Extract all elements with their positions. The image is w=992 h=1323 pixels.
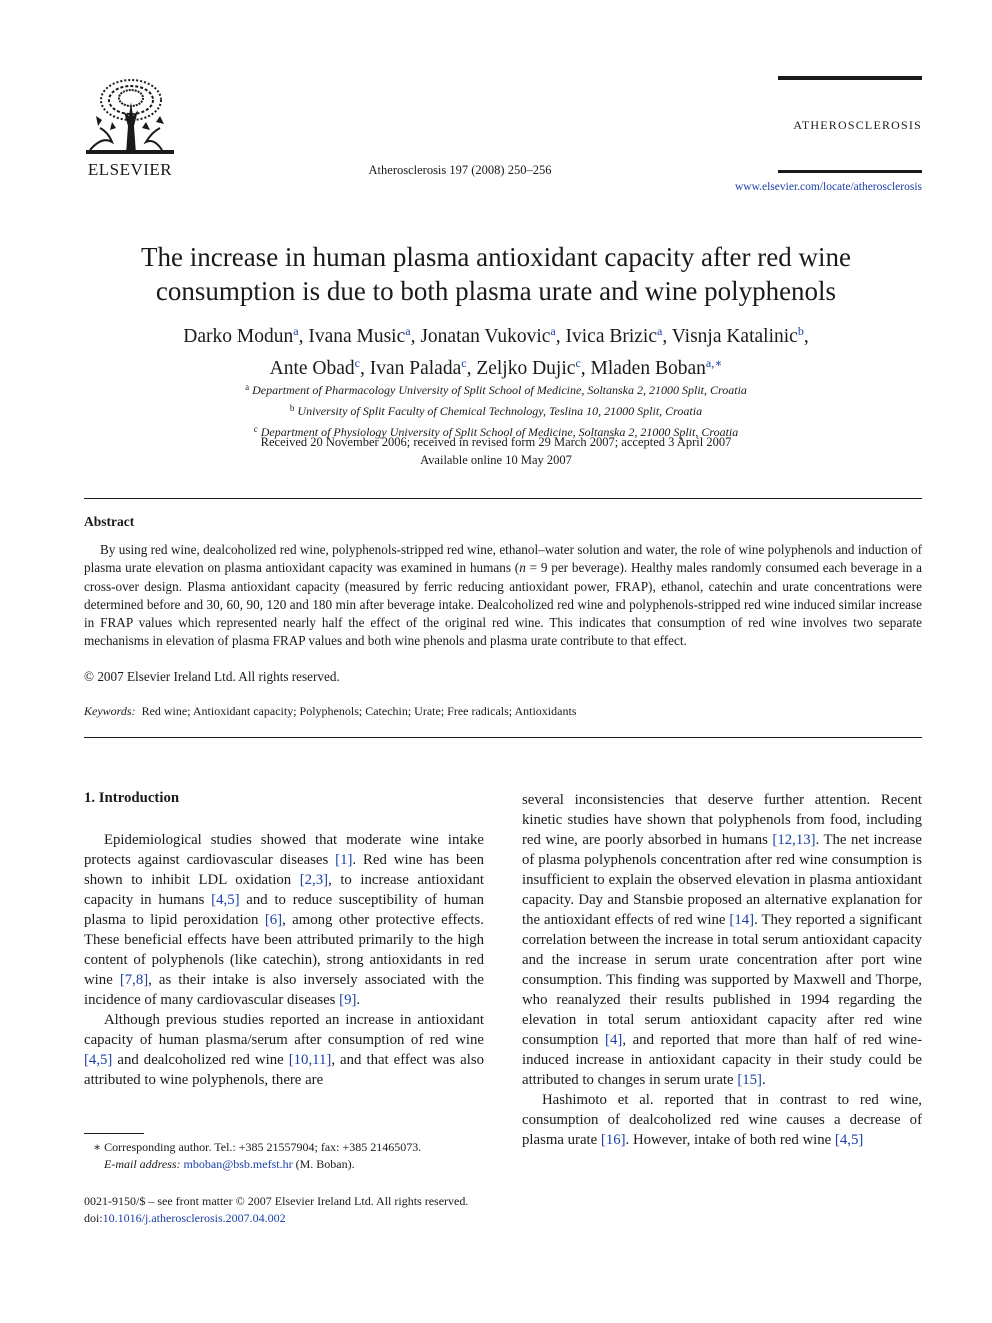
footnote-line-2 bbox=[84, 1156, 504, 1173]
body-text: , to increase antioxidant capacity in humans bbox=[84, 872, 484, 908]
affiliation-text: Department of Physiology University of Split School of Medicine, Soltanska 2, 21000 Split, Croatia bbox=[260, 425, 739, 439]
body-text: Hashimoto et al. reported that in contrast to red wine, consumption of dealcoholized red wine causes a decrease of plasma urate bbox=[522, 1092, 922, 1148]
body-text: Although previous studies reported an increase in antioxidant capacity of human plasma/serum after consumption of red wine bbox=[84, 1012, 484, 1048]
publisher-name: ELSEVIER bbox=[87, 160, 173, 179]
masthead-rule-top bbox=[778, 76, 922, 80]
citation-link[interactable]: [4] bbox=[605, 1032, 623, 1048]
author-name: Ivana Music bbox=[308, 326, 406, 347]
body-text: , and reported that more than half of red wine-induced increase in antioxidant capacity in their study could be attributed to changes in serum urate bbox=[522, 1032, 922, 1088]
author-name: Ivan Palada bbox=[369, 358, 462, 379]
article-title bbox=[80, 240, 912, 308]
footnote-line-1 bbox=[84, 1139, 504, 1156]
author-affil-marker[interactable]: a bbox=[550, 324, 556, 338]
author-affil-marker[interactable]: b bbox=[797, 324, 804, 338]
body-text: . They reported a significant correlation between the increase in total serum antioxidant capacity and the increase in serum urate concentration after port wine consumption. This finding was supported by Maxwell and Thorpe, who reanalyzed their results published in 1994 regarding the elevation in total serum antioxidant capacity after red wine consumption bbox=[522, 912, 922, 1048]
body-text: and dealcoholized red wine bbox=[112, 1052, 289, 1068]
author-name: Ivica Brizic bbox=[565, 326, 657, 347]
body-paragraph bbox=[522, 790, 922, 1090]
journal-url-link[interactable]: www.elsevier.com/locate/atherosclerosis bbox=[734, 181, 922, 193]
author-affil-marker[interactable]: a bbox=[293, 324, 299, 338]
body-text: Epidemiological studies showed that moderate wine intake protects against cardiovascular diseases bbox=[84, 832, 484, 868]
citation-link[interactable]: [9] bbox=[339, 992, 357, 1008]
author-affil-marker[interactable]: a bbox=[405, 324, 411, 338]
author-affil-marker[interactable]: c bbox=[354, 356, 360, 370]
citation-link[interactable]: [6] bbox=[264, 912, 283, 928]
body-text: , as their intake is also inversely associated with the incidence of many cardiovascular diseases bbox=[84, 972, 484, 1008]
abstract-heading: Abstract bbox=[84, 514, 135, 529]
citation-link[interactable]: [15] bbox=[737, 1072, 762, 1088]
affiliation-text: University of Split Faculty of Chemical Technology, Teslina 10, 21000 Split, Croatia bbox=[297, 404, 703, 418]
available-online: Available online 10 May 2007 bbox=[420, 453, 572, 467]
citation-link[interactable]: [4,5] bbox=[84, 1052, 113, 1068]
citation-link[interactable]: [1] bbox=[335, 852, 353, 868]
corresponding-author-footnote bbox=[84, 1139, 504, 1173]
title-line-1: The increase in human plasma antioxidant capacity after red wine bbox=[141, 242, 851, 272]
email-link[interactable]: mboban@bsb.mefst.hr bbox=[183, 1157, 293, 1171]
divider-bottom bbox=[84, 737, 922, 738]
author-name: Visnja Katalinic bbox=[671, 326, 798, 347]
citation-link[interactable]: [4,5] bbox=[211, 892, 240, 908]
elsevier-logo bbox=[82, 76, 178, 180]
keywords bbox=[84, 704, 576, 719]
title-line-2: consumption is due to both plasma urate and wine polyphenols bbox=[155, 276, 837, 306]
masthead-rule-bottom bbox=[778, 170, 922, 173]
doi-link[interactable]: 10.1016/j.atherosclerosis.2007.04.002 bbox=[102, 1211, 286, 1225]
body-paragraph bbox=[84, 1010, 484, 1090]
citation-link[interactable]: [7,8] bbox=[119, 972, 149, 988]
author-affil-marker[interactable]: a,∗ bbox=[705, 356, 723, 370]
body-paragraph bbox=[522, 1090, 922, 1150]
body-text: . bbox=[761, 1072, 766, 1088]
author-affil-marker[interactable]: c bbox=[575, 356, 581, 370]
citation-link[interactable]: [2,3] bbox=[299, 872, 329, 888]
journal-citation: Atherosclerosis 197 (2008) 250–256 bbox=[368, 163, 552, 177]
body-column-right bbox=[522, 790, 922, 1150]
affiliation-key: a bbox=[245, 382, 250, 392]
body-text: . bbox=[356, 992, 361, 1008]
affiliation-text: Department of Pharmacology University of Split School of Medicine, Soltanska 2, 21000 Split, Croatia bbox=[252, 383, 747, 397]
abstract-copyright: © 2007 Elsevier Ireland Ltd. All rights reserved. bbox=[84, 669, 340, 684]
author-line-1: Darko Modun$^a$, Ivana Music$^a$, Jonatan Vukovic$^a$, Ivica Brizic$^a$, Visnja Katalinic$^b$, bbox=[183, 324, 809, 347]
issn-line: 0021-9150/$ – see front matter © 2007 Elsevier Ireland Ltd. All rights reserved. bbox=[84, 1194, 469, 1208]
body-column-left bbox=[84, 830, 484, 1090]
received-dates: Received 20 November 2006; received in revised form 29 March 2007; accepted 3 April 2007 bbox=[260, 435, 732, 449]
doi-prefix: doi: bbox=[84, 1211, 103, 1225]
affiliation-key: b bbox=[289, 403, 295, 413]
article-history bbox=[80, 433, 912, 469]
body-text: , and that effect was also attributed to wine polyphenols, there are bbox=[84, 1052, 484, 1088]
section-heading-introduction: 1. Introduction bbox=[84, 790, 180, 806]
journal-masthead bbox=[778, 76, 922, 192]
author-name: Zeljko Dujic bbox=[476, 358, 576, 379]
email-suffix: (M. Boban). bbox=[292, 1157, 355, 1171]
abstract-text-part: = 9 per beverage). Healthy males randomly consumed each beverage in a cross-over design. Plasma antioxidant capacity (measured by ferric reducing antioxidant power, FRAP), ethanol, catechin and urate concentrations were determined before and 30, 60, 90, 120 and 180 min after beverage intake. Dealcoholized red wine and polyphenols-stripped red wine induced similar increase in FRAP values which represented nearly half the effect of the original red wine. This indicates that consumption of red wine involves two separate mechanisms in elevation of plasma FRAP values and both wine phenols and plasma urate contribute to that effect. bbox=[84, 560, 922, 649]
author-name: Darko Modun bbox=[183, 326, 294, 347]
author-name: Mladen Boban bbox=[590, 358, 706, 379]
keywords-list: Red wine; Antioxidant capacity; Polyphenols; Catechin; Urate; Free radicals; Antioxidants bbox=[141, 704, 577, 718]
footnote-rule bbox=[84, 1133, 144, 1134]
author-name: Jonatan Vukovic bbox=[420, 326, 551, 347]
citation-link[interactable]: [10,11] bbox=[288, 1052, 332, 1068]
abstract-n-variable: n bbox=[519, 560, 526, 576]
body-paragraph bbox=[84, 830, 484, 1010]
divider-top bbox=[84, 498, 922, 499]
citation-link[interactable]: [14] bbox=[729, 912, 755, 928]
citation-link[interactable]: [4,5] bbox=[834, 1132, 864, 1148]
email-label: E-mail address: bbox=[104, 1157, 181, 1171]
keywords-label: Keywords: bbox=[84, 704, 136, 718]
author-list bbox=[80, 318, 912, 382]
abstract-text bbox=[84, 541, 922, 651]
author-name: Ante Obad bbox=[269, 358, 355, 379]
body-text: . However, intake of both red wine bbox=[625, 1132, 835, 1148]
author-affil-marker[interactable]: c bbox=[461, 356, 467, 370]
affiliation-key: c bbox=[253, 424, 258, 434]
body-text: . The net increase of plasma polyphenols concentration after red wine consumption is insufficient to explain the observed elevation in plasma antioxidant capacity. Day and Stansbie proposed an alternative explanation for the antioxidant effects of red wine bbox=[522, 832, 922, 928]
affiliation-item bbox=[80, 399, 912, 420]
author-line-2: Ante Obad$^c$, Ivan Palada$^c$, Zeljko Dujic$^c$, Mladen Boban$^{a,∗}$ bbox=[269, 356, 723, 379]
footnote-corresponding: Corresponding author. Tel.: +385 21557904; fax: +385 21465073. bbox=[101, 1140, 422, 1154]
author-affil-marker[interactable]: a bbox=[657, 324, 663, 338]
body-text: several inconsistencies that deserve further attention. Recent kinetic studies have shown that polyphenols from food, including red wine, are poorly absorbed in humans bbox=[522, 792, 922, 848]
citation-link[interactable]: [12,13] bbox=[772, 832, 816, 848]
body-text: , among other protective effects. These beneficial effects have been attributed primarily to the high content of polyphenols (like catechin), strong antioxidants in red wine bbox=[84, 912, 484, 988]
citation-link[interactable]: [16] bbox=[600, 1132, 626, 1148]
abstract-text-part: By using red wine, dealcoholized red wine, polyphenols-stripped red wine, ethanol–water solution and water, the role of wine polyphenols and induction of plasma urate elevation on plasma antioxidant capacity was examined in humans ( bbox=[84, 542, 922, 576]
body-text: and to reduce susceptibility of human plasma to lipid peroxidation bbox=[84, 892, 484, 928]
body-text: . Red wine has been shown to inhibit LDL oxidation bbox=[84, 852, 484, 888]
journal-name: ATHEROSCLEROSIS bbox=[793, 118, 922, 132]
footnote-star: ∗ bbox=[93, 1140, 102, 1154]
elsevier-tree-icon bbox=[82, 76, 178, 156]
affiliations bbox=[80, 378, 912, 441]
issn-block bbox=[84, 1193, 564, 1227]
doi-line bbox=[84, 1210, 564, 1227]
affiliation-item bbox=[80, 378, 912, 399]
